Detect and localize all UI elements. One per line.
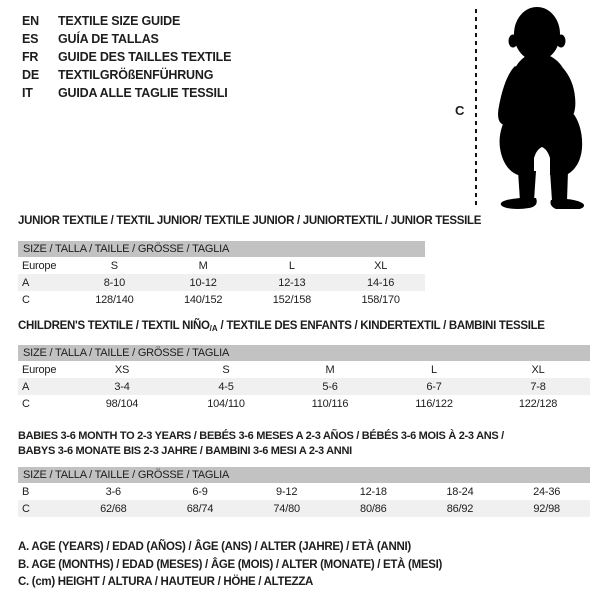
babies-title-line2: BABYS 3-6 MONATE BIS 2-3 JAHRE / BAMBINI 3-6 MESI A 2-3 ANNI: [18, 445, 352, 457]
size-cell: 18-24: [446, 485, 474, 498]
size-cell: 14-16: [367, 276, 395, 289]
size-cell: L: [431, 363, 437, 376]
table-row-height: [18, 395, 590, 412]
size-cell: 12-13: [278, 276, 306, 289]
size-tables-section: [18, 212, 590, 592]
language-row-de: [22, 66, 231, 84]
size-cell: 3-4: [114, 380, 130, 393]
language-title: GUIDE DES TAILLES TEXTILE: [58, 50, 232, 64]
language-row-fr: [22, 48, 231, 66]
size-cell: 5-6: [322, 380, 338, 393]
size-cell: 7-8: [530, 380, 546, 393]
size-cell: 6-9: [192, 485, 208, 498]
size-cell: 92/98: [533, 502, 560, 515]
size-cell: M: [198, 259, 208, 272]
size-cell: M: [325, 363, 335, 376]
size-cell: 9-12: [276, 485, 298, 498]
children-size-header-bar: SIZE / TALLA / TAILLE / GRÖSSE / TAGLIA: [18, 345, 590, 361]
size-cell: 10-12: [189, 276, 217, 289]
language-title: TEXTILE SIZE GUIDE: [58, 14, 181, 28]
junior-size-table: [18, 257, 425, 308]
babies-title-line1: BABIES 3-6 MONTH TO 2-3 YEARS / BEBÉS 3-6 MESES A 2-3 AÑOS / BÉBÉS 3-6 MOIS À 2-3 ANS /: [18, 430, 504, 442]
table-row-age: [18, 378, 590, 395]
children-size-table: [18, 361, 590, 412]
language-title: GUIDA ALLE TAGLIE TESSILI: [58, 86, 228, 100]
size-cell: L: [288, 259, 295, 272]
language-row-it: [22, 84, 231, 102]
size-cell: 6-7: [426, 380, 442, 393]
size-cell: 80/86: [360, 502, 387, 515]
row-label: Europe: [22, 259, 57, 272]
children-title-prefix: CHILDREN'S TEXTILE / TEXTIL NIÑO: [18, 320, 210, 332]
row-label: Europe: [22, 363, 57, 376]
size-cell: S: [110, 259, 118, 272]
size-cell: 24-36: [533, 485, 561, 498]
language-title-list: [22, 12, 231, 102]
size-cell: 152/158: [272, 293, 312, 306]
children-title-suffix: / TEXTILE DES ENFANTS / KINDERTEXTIL / BAMBINI TESSILE: [217, 320, 545, 332]
language-code: ES: [22, 32, 39, 46]
size-cell: 104/110: [207, 397, 245, 410]
baby-silhouette-icon: [487, 4, 597, 209]
size-cell: XS: [114, 363, 130, 376]
size-cell: 74/80: [273, 502, 300, 515]
language-code: FR: [22, 50, 39, 64]
size-cell: 128/140: [95, 293, 134, 306]
babies-size-header-bar: SIZE / TALLA / TAILLE / GRÖSSE / TAGLIA: [18, 467, 590, 483]
table-row-height: [18, 291, 425, 308]
babies-size-table: [18, 483, 590, 517]
row-label: C: [22, 397, 30, 410]
size-cell: 68/74: [186, 502, 214, 515]
size-cell: 62/68: [100, 502, 127, 515]
legend-notes: [18, 539, 590, 592]
size-cell: 116/122: [415, 397, 453, 410]
size-cell: XL: [374, 259, 388, 272]
size-cell: S: [222, 363, 230, 376]
size-cell: 110/116: [311, 397, 349, 410]
size-cell: 8-10: [103, 276, 125, 289]
language-code: IT: [22, 86, 33, 100]
children-title-subscript: /A: [209, 324, 218, 333]
note-age-months: B. AGE (MONTHS) / EDAD (MESES) / ÂGE (MOIS) / ALTER (MONATE) / ETÀ (MESI): [18, 558, 443, 571]
size-cell: 3-6: [105, 485, 121, 498]
row-label: A: [22, 380, 30, 393]
language-code: EN: [22, 14, 39, 28]
babies-table-title: [18, 429, 590, 459]
table-row-height: [18, 500, 590, 517]
size-cell: 140/152: [183, 293, 223, 306]
row-label: C: [22, 293, 30, 306]
row-label: B: [22, 485, 30, 498]
row-label: C: [22, 502, 30, 515]
language-row-en: [22, 12, 231, 30]
size-cell: 4-5: [218, 380, 234, 393]
height-measure-dashed-line: [475, 9, 477, 207]
size-cell: XL: [531, 363, 545, 376]
height-measure-label: C: [455, 103, 465, 118]
row-label: A: [22, 276, 30, 289]
table-row-europe: [18, 361, 590, 378]
junior-table-title: JUNIOR TEXTILE / TEXTIL JUNIOR/ TEXTILE JUNIOR / JUNIORTEXTIL / JUNIOR TESSILE: [18, 215, 482, 227]
note-height-cm: C. (cm) HEIGHT / ALTURA / HAUTEUR / HÖHE / ALTEZZA: [18, 576, 314, 588]
junior-size-header-bar: SIZE / TALLA / TAILLE / GRÖSSE / TAGLIA: [18, 241, 425, 257]
table-row-months: [18, 483, 590, 500]
language-title: GUÍA DE TALLAS: [58, 32, 159, 46]
table-row-europe: [18, 257, 425, 274]
language-title: TEXTILGRÖßENFÜHRUNG: [58, 68, 214, 82]
note-age-years: A. AGE (YEARS) / EDAD (AÑOS) / ÂGE (ANS) / ALTER (JAHRE) / ETÀ (ANNI): [18, 541, 411, 553]
size-cell: 98/104: [105, 397, 139, 410]
size-cell: 122/128: [518, 397, 558, 410]
size-cell: 12-18: [359, 485, 387, 498]
table-row-age: [18, 274, 425, 291]
language-row-es: [22, 30, 231, 48]
children-table-title: [18, 320, 590, 335]
language-code: DE: [22, 68, 39, 82]
size-cell: 86/92: [446, 502, 474, 515]
size-cell: 158/170: [361, 293, 400, 306]
